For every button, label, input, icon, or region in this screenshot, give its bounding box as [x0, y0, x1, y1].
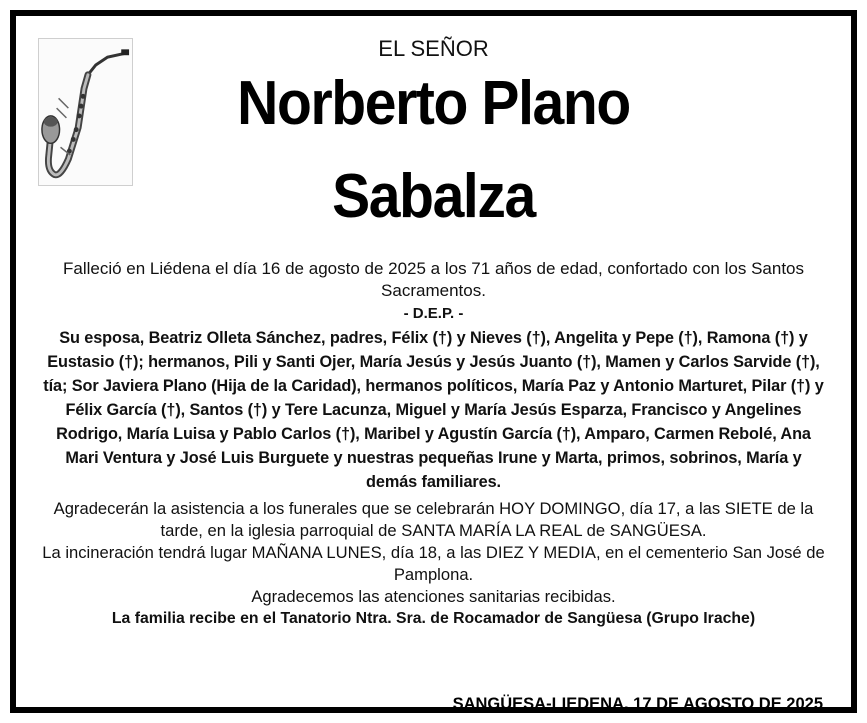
- funeral-info: Agradecerán la asistencia a los funerales que se celebrarán HOY DOMINGO, día 17, a las SIETE de la tarde, en la iglesia parroquial de SANTA MARÍA LA REAL de SANGÜESA.: [53, 499, 814, 540]
- tanatorio-line: La familia recibe en el Tanatorio Ntra. Sra. de Rocamador de Sangüesa (Grupo Irache): [111, 610, 756, 627]
- deceased-name-line2: Sabalza: [332, 162, 535, 231]
- title-prefix: EL SEÑOR: [378, 36, 489, 61]
- obituary-body: [40, 258, 827, 630]
- cremation-info: La incineración tendrá lugar MAÑANA LUNES, día 18, a las DIEZ Y MEDIA, en el cementerio San José de Pamplona.: [42, 543, 825, 584]
- obituary-frame: [10, 10, 857, 713]
- dep-line: - D.E.P. -: [403, 305, 464, 322]
- death-notice: Falleció en Liédena el día 16 de agosto de 2025 a los 71 años de edad, confortado con los Santos Sacramentos.: [63, 259, 804, 300]
- thanks-line: Agradecemos las atenciones sanitarias recibidas.: [251, 587, 616, 606]
- place-date: SANGÜESA-LIEDENA, 17 DE AGOSTO DE 2025: [452, 695, 823, 713]
- family-list: Su esposa, Beatriz Olleta Sánchez, padres, Félix (†) y Nieves (†), Angelita y Pepe (†), Ramona (†) y Eustasio (†); hermanos, Pili y Santi Ojer, María Jesús y Jesús Juanto (†), Mamen y Carlos Sarvide (†), tía; Sor Javiera Plano (Hija de la Caridad), hermanos políticos, María Paz y Antonio Marturet, Pilar (†) y Félix García (†), Santos (†) y Tere Lacunza, Miguel y María Jesús Esparza, Francisco y Angelines Rodrigo, María Luisa y Pablo Carlos (†), Maribel y Agustín García (†), Amparo, Carmen Rebolé, Ana Mari Ventura y José Luis Burguete y nuestras pequeñas Irune y Marta, primos, sobrinos, María y demás familiares.: [43, 329, 824, 491]
- deceased-name-line1: Norberto Plano: [237, 69, 630, 138]
